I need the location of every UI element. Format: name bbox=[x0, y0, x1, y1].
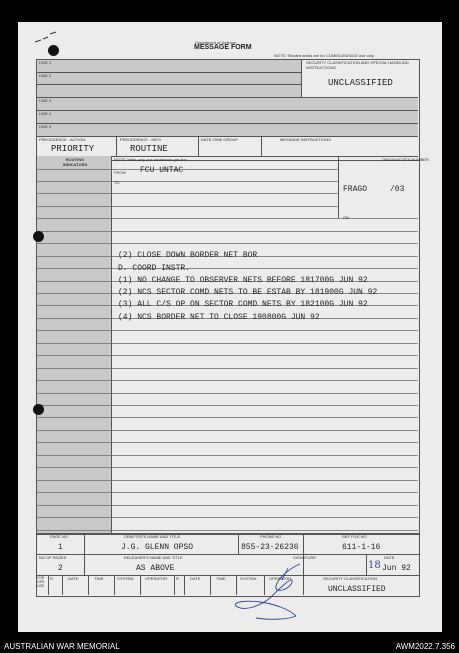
log-time-label-1: TIME bbox=[94, 576, 104, 581]
footer-security-label: SECURITY CLASSIFICATION bbox=[323, 576, 377, 581]
security-box-value: UNCLASSIFIED bbox=[328, 78, 393, 88]
ref-file-label: REF FILE NO bbox=[342, 534, 367, 539]
date-value: Jun 92 bbox=[382, 564, 411, 573]
line-5-label: LINE 5 bbox=[39, 124, 52, 129]
for-ops-use-label: FOR OPS USE bbox=[37, 576, 45, 588]
line-4-field bbox=[37, 111, 418, 123]
precedence-action-label: PRECEDENCE - ACTION bbox=[39, 137, 86, 142]
line-1-field bbox=[37, 60, 301, 72]
body-line-2: D. COORD INSTR. bbox=[118, 264, 191, 273]
log-date-label-1: DATE bbox=[68, 576, 79, 581]
log-system-label-2: SYSTEM bbox=[240, 576, 257, 581]
one-addressee-note: NOTE: Write only one addressee per line bbox=[114, 157, 187, 162]
phone-value: 855-23-26236 bbox=[241, 543, 299, 552]
punch-hole-bottom bbox=[33, 404, 44, 415]
to-label: TO bbox=[114, 180, 120, 185]
phone-label: PHONE NO bbox=[260, 534, 282, 539]
log-operator-label-2: OPERATOR bbox=[269, 576, 292, 581]
precedence-info-label: PRECEDENCE - INFO bbox=[120, 137, 161, 142]
body-line-4: (2) NCS SECTOR COMD NETS TO BE ESTAB BY 181900G JUN 92 bbox=[118, 288, 378, 297]
originator-value: FRAGO bbox=[343, 185, 368, 194]
log-date-label-2: DATE bbox=[190, 576, 201, 581]
log-r-label-2: R bbox=[176, 576, 179, 581]
shaded-areas-note: NOTE: Shaded areas are for COMMCEN/SIGS use only bbox=[274, 53, 374, 58]
from-label: FROM bbox=[114, 170, 126, 175]
releaser-value: AS ABOVE bbox=[136, 564, 175, 573]
date-label: DATE bbox=[384, 555, 395, 560]
ruled-lines bbox=[36, 156, 419, 534]
no-of-pages-label: NO OF PAGES bbox=[39, 555, 67, 560]
line-1-label: LINE 1 bbox=[39, 60, 52, 65]
log-operator-label-1: OPERATOR bbox=[145, 576, 168, 581]
handwritten-signature bbox=[230, 560, 310, 622]
originator-suffix: /03 bbox=[390, 185, 405, 194]
department-label: Department of Defence bbox=[195, 40, 237, 45]
line-2-field bbox=[37, 73, 301, 97]
credit-left: AUSTRALIAN WAR MEMORIAL bbox=[4, 642, 120, 651]
punch-hole-top bbox=[48, 45, 59, 56]
ink-marks-icon bbox=[32, 28, 62, 46]
body-line-1: (2) CLOSE DOWN BORDER NET BOR bbox=[118, 251, 258, 260]
punch-hole-middle bbox=[33, 231, 44, 242]
line-2-label: LINE 2 bbox=[39, 73, 52, 78]
ref-file-value: 611-1-16 bbox=[342, 543, 381, 552]
form-title: MESSAGE FORM bbox=[194, 44, 252, 51]
originator-number-label: ORIGINATOR'S NUMBER bbox=[382, 157, 429, 162]
routing-indicators-label: ROUTING INDICATORS bbox=[62, 157, 88, 167]
precedence-info-value: ROUTINE bbox=[130, 144, 168, 154]
log-r-label-1: R bbox=[50, 576, 53, 581]
message-form-sheet bbox=[18, 22, 442, 632]
drafter-label: DRAFTER'S NAME AND TITLE bbox=[124, 534, 181, 539]
line-3-label: LINE 3 bbox=[39, 98, 52, 103]
body-line-5: (3) ALL C/S OP ON SECTOR COMD NETS BY 182100G JUN 92 bbox=[118, 300, 368, 309]
credit-right: AWM2022.7.356 bbox=[395, 642, 455, 651]
drafter-value: J.G. GLENN OPSO bbox=[121, 543, 194, 552]
body-line-6: (4) NCS BORDER NET TO CLOSE 190800G JUN 92 bbox=[118, 313, 320, 322]
message-instructions-label: MESSAGE INSTRUCTIONS bbox=[280, 137, 331, 142]
page-no-label: PAGE NO bbox=[50, 534, 68, 539]
body-line-3: (1) NO CHANGE TO OBSERVER NETS BEFORE 181700G JUN 92 bbox=[118, 276, 368, 285]
line-3-field bbox=[37, 98, 418, 110]
no-of-pages-value: 2 bbox=[58, 564, 63, 573]
line-4-label: LINE 4 bbox=[39, 111, 52, 116]
from-value: FCU UNTAC bbox=[140, 166, 184, 175]
line-5-field bbox=[37, 124, 418, 136]
security-box-label: SECURITY CLASSIFICATION AND SPECIAL HANDLING INSTRUCTIONS bbox=[306, 60, 409, 70]
dtg-label: DATE-TIME GROUP bbox=[201, 137, 239, 142]
page-no-value: 1 bbox=[58, 543, 63, 552]
footer-security-value: UNCLASSIFIED bbox=[328, 585, 386, 594]
date-day-handwritten: 18 bbox=[368, 560, 381, 571]
releaser-label: RELEASER'S NAME AND TITLE bbox=[124, 555, 183, 560]
log-time-label-2: TIME bbox=[216, 576, 226, 581]
precedence-action-value: PRIORITY bbox=[51, 144, 95, 154]
signature-label: SIGNATURE bbox=[293, 555, 317, 560]
on-label: ON bbox=[343, 215, 349, 220]
log-system-label-1: SYSTEM bbox=[117, 576, 134, 581]
